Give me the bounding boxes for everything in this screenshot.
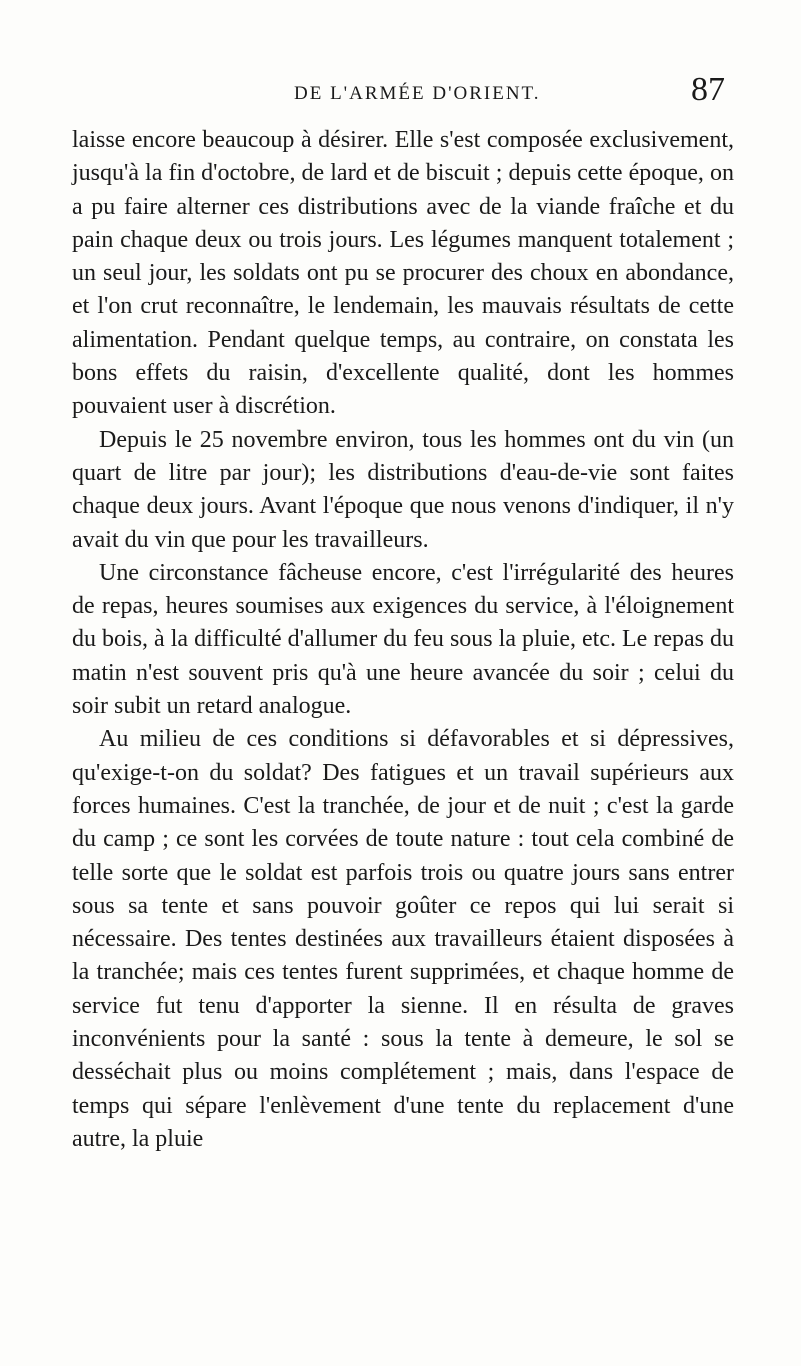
paragraph-3: Une circonstance fâcheuse encore, c'est l'irrégularité des heures de repas, heures soumises aux exigences du service, à l'éloignement du bois, à la difficulté d'allumer du feu sous la pluie, etc. Le repas du matin n'est souvent pris qu'à une heure avancée du soir ; celui du soir subit un retard analogue. — [72, 559, 734, 720]
page-number: 87 — [691, 71, 725, 108]
paragraph-1: laisse encore beaucoup à désirer. Elle s'est composée exclusivement, jusqu'à la fin d'octobre, de lard et de biscuit ; depuis cette époque, on a pu faire alterner ces distributions avec de la viande fraîche et du pain chaque deux ou trois jours. Les légumes manquent totalement ; un seul jour, les soldats ont pu se procurer des choux en abondance, et l'on crut reconnaître, le lendemain, les mauvais résultats de cette alimentation. Pendant quelque temps, au contraire, on constata les bons effets du raisin, d'excellente qualité, dont les hommes pouvaient user à discrétion. — [72, 127, 734, 420]
page-header — [294, 71, 734, 111]
body-text — [72, 124, 734, 1156]
paragraph-4: Au milieu de ces conditions si défavorables et si dépressives, qu'exige-t-on du soldat? Des fatigues et un travail supérieurs aux forces humaines. C'est la tranchée, de jour et de nuit ; c'est la garde du camp ; ce sont les corvées de toute nature : tout cela combiné de telle sorte que le soldat est parfois trois ou quatre jours sans entrer sous sa tente et sans pouvoir goûter ce repos qui lui serait si nécessaire. Des tentes destinées aux travailleurs étaient disposées à la tranchée; mais ces tentes furent supprimées, et chaque homme de service fut tenu d'apporter la sienne. Il en résulta de graves inconvénients pour la santé : sous la tente à demeure, le sol se desséchait plus ou moins complétement ; mais, dans l'espace de temps qui sépare l'enlèvement d'une tente du replacement d'une autre, la pluie — [72, 726, 734, 1152]
running-title: DE L'ARMÉE D'ORIENT. — [294, 83, 541, 104]
paragraph-2: Depuis le 25 novembre environ, tous les hommes ont du vin (un quart de litre par jour); les distributions d'eau-de-vie sont faites chaque deux jours. Avant l'époque que nous venons d'indiquer, il n'y avait du vin que pour les travailleurs. — [72, 426, 734, 553]
